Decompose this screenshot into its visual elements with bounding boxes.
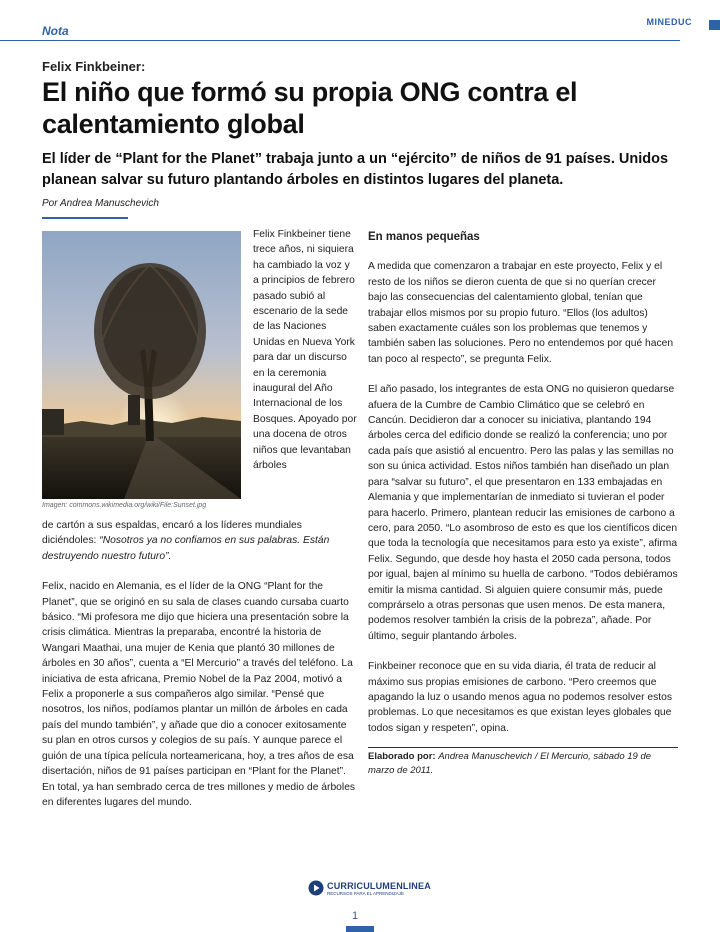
article-title: El niño que formó su propia ONG contra el calentamiento global xyxy=(42,77,578,139)
right-column xyxy=(368,230,678,778)
intro-cont-text: de cartón a sus espaldas, encaró a los líderes mundiales diciéndoles: xyxy=(42,520,302,547)
tree-sunset-photo xyxy=(42,231,241,499)
article-byline: Por Andrea Manuschevich xyxy=(42,198,159,209)
header-rule xyxy=(0,40,680,41)
intro-wrap-text: Felix Finkbeiner tiene trece años, ni siquiera ha cambiado la voz y a principios de febrero pasado subió al escenario de la sede de las Naciones Unidas en Nueva York para dar un discurso en la ceremonia inaugural del Año Internacional de los Bosques. Apoyado por una docena de otros niños que levantaban árboles xyxy=(253,229,357,472)
page-number: 1 xyxy=(352,910,359,922)
article-subtitle: El líder de “Plant for the Planet” trabaja junto a un “ejército” de niños de 91 países. Unidos planean salvar su futuro plantando árboles en distintos lugares del planeta. xyxy=(42,151,669,188)
page-bar xyxy=(346,926,374,932)
logo-text: CURRICULUMENLINEA xyxy=(327,880,431,891)
curriculum-logo xyxy=(308,880,431,896)
byline-rule xyxy=(42,217,128,219)
credit-label: Elaborado por: xyxy=(368,751,436,763)
credit-text: Andrea Manuschevich / El Mercurio, sábado 19 de marzo de 2011. xyxy=(368,751,652,777)
image-caption: Imagen: commons.wikimedia.org/wiki/File:Sunset.jpg xyxy=(42,502,207,509)
right-paragraph-1: A medida que comenzaron a trabajar en este proyecto, Felix y el resto de los niños se dieron cuenta de que si no querían crecer bajo las consecuencias del calentamiento global, tenían que trabajar ellos mismos por su propio futuro. “Ellos (los adultos) saben exactamente cuáles son los problemas que tenemos y también saben las soluciones. Pero no entendemos por qué hacen tan poco al respecto”, se pregunta Felix. xyxy=(368,261,674,365)
intro-continuation xyxy=(42,518,357,564)
article-kicker: Felix Finkbeiner: xyxy=(42,59,146,74)
brand-label: MINEDUC xyxy=(646,17,692,27)
section-heading: En manos pequeñas xyxy=(368,231,480,243)
credit-note xyxy=(368,747,678,778)
left-paragraph-2: Felix, nacido en Alemania, es el líder de la ONG “Plant for the Planet”, que se originó en su sala de clases cuando cursaba cuarto básico. “Mi profesora me dijo que hiciera una presentación sobre la crisis climática. Mientras la preparaba, encontré la historia de Wangari Maathai, una mujer de Kenia que plantó 30 millones de árboles en 30 años”, cuenta a “El Mercurio” a través del teléfono. La iniciativa de esta africana, Premio Nobel de la Paz 2004, motivó a Felix a proponerle a sus compañeros algo similar. “Pensé que nosotros, los niños, podíamos plantar un millón de árboles en cada país del mundo también”, y añade que dio a conocer exitosamente su plan en otros cursos y colegios de su país. Y aunque parece el guión de una típica película norteamericana, hoy, a tres años de esa disertación, niños de 91 países participan en “Plant for the Planet”. En total, ya han sembrado cerca de tres millones y medio de árboles en diferentes lugares del mundo. xyxy=(42,581,356,808)
intro-quote: “Nosotros ya no confiamos en sus palabras. Están destruyendo nuestro futuro”. xyxy=(42,535,330,562)
section-label: Nota xyxy=(42,24,69,38)
left-column xyxy=(42,518,357,825)
right-paragraph-2: El año pasado, los integrantes de esta ONG no quisieron quedarse afuera de la Cumbre de Cambio Climático que se celebró en Cancún. Decidieron dar a conocer su iniciativa, plantando 194 árboles cerca del edificio donde se realizó la conferencia; uno por cada país que asistió al encuentro. Pero las palas y las semillas no son su única actividad. Estos niños también han diseñado un plan para “salvar su futuro”, el que presentaron en 133 embajadas en Alemania y que implementarían de inmediato si tuvieran el poder para hacerlo. Primero, plantean reducir las emisiones de carbono a cero, para 2050. “Lo asombroso de esto es que los científicos dicen que toda la tecnología que necesitamos para esto ya existe”, afirma Felix. Segundo, que desde hoy hasta el 2050 cada persona, todos por igual, bajen al mínimo su huella de carbono. “Todos debiéramos emitir la misma cantidad. Si alguien quiere consumir más, puede comprárselo a otras personas que usen menos. De esta manera, podemos resolver también la crisis de la pobreza”, añade. Por último, seguir plantando árboles. xyxy=(368,384,678,642)
corner-accent xyxy=(709,20,720,30)
play-circle-icon xyxy=(308,880,324,896)
logo-subtext: RECURSOS PARA EL APRENDIZAJE xyxy=(327,890,405,896)
right-paragraph-3: Finkbeiner reconoce que en su vida diaria, él trata de reducir al máximo sus propias emisiones de carbono. “Pero creemos que apagando la luz o usando menos agua no podemos resolver estos problemas. Lo que necesitamos es que existan leyes globales que todos sigan y respeten”, opina. xyxy=(368,661,672,734)
